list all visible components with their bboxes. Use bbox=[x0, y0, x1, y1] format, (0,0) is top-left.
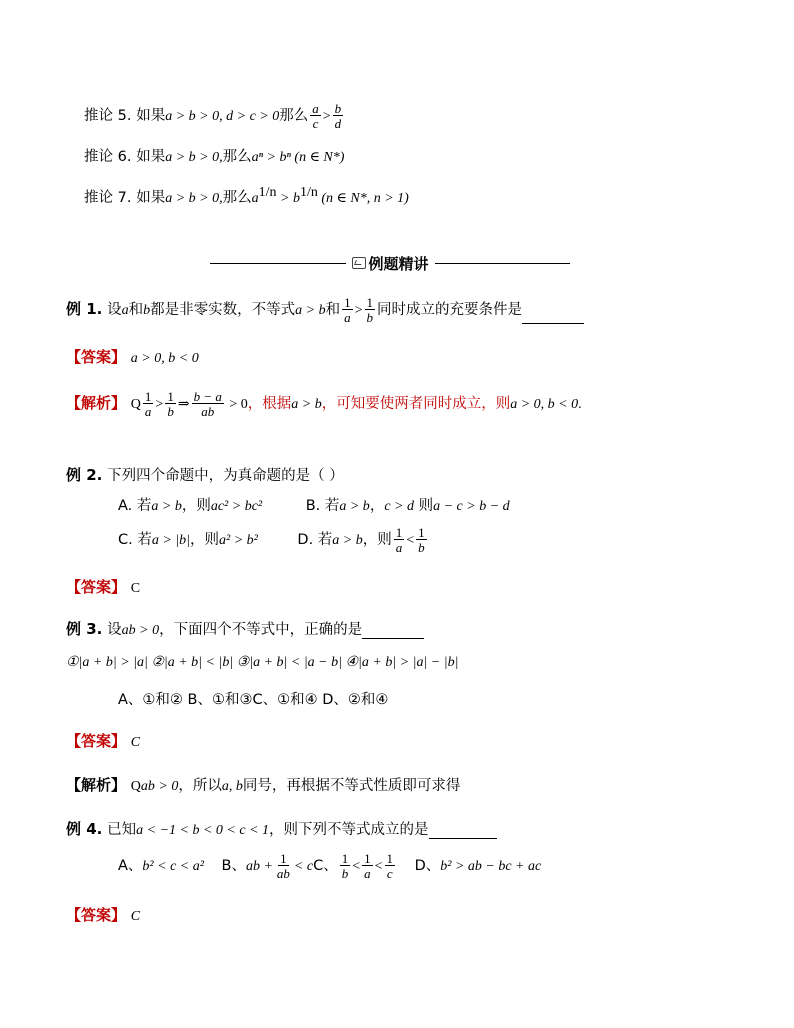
fraction: $\frac{1}{b}$ bbox=[366, 295, 373, 325]
example-1-answer bbox=[66, 346, 199, 367]
fraction: $\frac{a}{c}$ bbox=[312, 101, 319, 131]
example-4-options: A、b² < c < a² B、ab + $\frac{1}{ab}$ < cC、 $\frac{1}{b}$ < $\frac{1}{a}$ < $\frac{1}{c}$ D、b² > ab − bc + ac bbox=[118, 851, 542, 881]
answer-value: C bbox=[130, 581, 141, 596]
example-label: 例 1. bbox=[66, 300, 103, 318]
answer-label: 【答案】 bbox=[66, 732, 127, 750]
inequality-list: ①|a + b| > |a| ②|a + b| < |b| ③|a + b| < |a − b| ④|a + b| > |a| − |b| bbox=[66, 655, 459, 670]
condition: a > b > 0, bbox=[165, 150, 223, 165]
fraction: $\frac{1}{a}$ bbox=[344, 295, 351, 325]
example-3-list bbox=[66, 652, 458, 671]
answer-label: 【答案】 bbox=[66, 348, 127, 366]
fraction: $\frac{1}{ab}$ bbox=[276, 851, 290, 881]
corollary-label: 推论 5. bbox=[84, 108, 132, 124]
example-2-options-row-2: C. 若a > |b|，则a² > b² D. 若a > b，则 $\frac{1}{a}$ < $\frac{1}{b}$ bbox=[118, 525, 425, 555]
answer-label: 【答案】 bbox=[66, 578, 127, 596]
example-2-answer bbox=[66, 576, 140, 597]
example-4-answer bbox=[66, 904, 140, 925]
options[interactable]: A、①和② B、①和③C、①和④ D、②和④ bbox=[118, 692, 389, 708]
answer-label: 【答案】 bbox=[66, 906, 127, 924]
fraction: $\frac{1}{a}$ bbox=[395, 525, 403, 555]
fraction: $\frac{b - a}{ab}$ bbox=[193, 389, 222, 419]
corollary-label: 推论 6. bbox=[84, 149, 132, 165]
fraction: $\frac{1}{b}$ bbox=[167, 389, 174, 419]
corollary-5: 推论 5. 如果a > b > 0, d > c > 0那么 $\frac{a}{c}$ > $\frac{b}{d}$ bbox=[84, 101, 342, 131]
option-a[interactable]: A、 bbox=[118, 858, 143, 874]
option-d[interactable]: D. 若 bbox=[297, 532, 333, 548]
fraction: $\frac{1}{c}$ bbox=[386, 851, 394, 881]
section-title: 例题精讲 bbox=[368, 254, 429, 273]
option-b[interactable]: B. 若 bbox=[305, 498, 340, 514]
answer-value: C bbox=[130, 909, 141, 924]
example-2-question: 例 2. 下列四个命题中，为真命题的是（ ） bbox=[66, 466, 344, 484]
divider-rule-right bbox=[435, 263, 571, 264]
divider-rule-left bbox=[210, 263, 346, 264]
example-4-question: 例 4. 已知a < −1 < b < 0 < c < 1，则下列不等式成立的是 bbox=[66, 818, 497, 839]
condition: a > b > 0, d > c > 0 bbox=[165, 109, 280, 124]
expression: aⁿ > bⁿ (n ∈ N*) bbox=[251, 150, 345, 165]
option-a[interactable]: A. 若 bbox=[118, 498, 152, 514]
condition: a > b > 0, bbox=[165, 191, 223, 206]
fraction: $\frac{1}{b}$ bbox=[341, 851, 349, 881]
example-3-options bbox=[118, 688, 388, 709]
presentation-icon bbox=[352, 257, 366, 269]
example-label: 例 3. bbox=[66, 620, 103, 638]
corollary-7: 推论 7. 如果a > b > 0,那么$a^{1/n} > b^{1/n}$ (n ∈ N*, n > 1) bbox=[84, 185, 409, 206]
section-divider bbox=[210, 254, 570, 272]
analysis-label: 【解析】 bbox=[66, 394, 127, 412]
example-1-question: 例 1. 设a和b都是非零实数，不等式a > b和 $\frac{1}{a}$ > $\frac{1}{b}$ 同时成立的充要条件是 bbox=[66, 296, 584, 324]
option-b[interactable]: B、 bbox=[221, 858, 246, 874]
answer-value: a > 0, b < 0 bbox=[130, 351, 199, 366]
example-2-options-row-1: A. 若a > b，则ac² > bc² B. 若a > b，c > d 则a − c > b − d bbox=[118, 498, 510, 514]
answer-value: C bbox=[130, 735, 141, 750]
option-c[interactable]: C. 若 bbox=[118, 532, 152, 548]
corollary-6: 推论 6. 如果a > b > 0,那么aⁿ > bⁿ (n ∈ N*) bbox=[84, 149, 345, 165]
option-c[interactable]: C、 bbox=[313, 858, 338, 874]
fraction: $\frac{b}{d}$ bbox=[334, 101, 342, 131]
option-d[interactable]: D、 bbox=[414, 858, 441, 874]
example-3-analysis: 【解析】 Qab > 0，所以a, b同号，再根据不等式性质即可求得 bbox=[66, 776, 461, 794]
corollary-label: 推论 7. bbox=[84, 190, 132, 206]
example-3-question: 例 3. 设ab > 0，下面四个不等式中，正确的是 bbox=[66, 618, 424, 639]
analysis-label: 【解析】 bbox=[66, 776, 127, 794]
answer-blank[interactable] bbox=[522, 309, 584, 324]
answer-blank[interactable] bbox=[429, 824, 497, 839]
example-label: 例 4. bbox=[66, 820, 103, 838]
example-1-analysis: 【解析】 Q $\frac{1}{a}$ > $\frac{1}{b}$ ⇒ $\frac{b - a}{ab}$ > 0，根据a > b，可知要使两者同时成立，则a > 0, b < 0. bbox=[66, 389, 582, 419]
fraction: $\frac{1}{a}$ bbox=[144, 389, 152, 419]
fraction: $\frac{1}{a}$ bbox=[364, 851, 371, 881]
section-heading bbox=[346, 253, 435, 274]
example-3-answer bbox=[66, 730, 140, 751]
fraction: $\frac{1}{b}$ bbox=[418, 525, 425, 555]
answer-blank[interactable] bbox=[362, 624, 424, 639]
example-label: 例 2. bbox=[66, 466, 103, 484]
